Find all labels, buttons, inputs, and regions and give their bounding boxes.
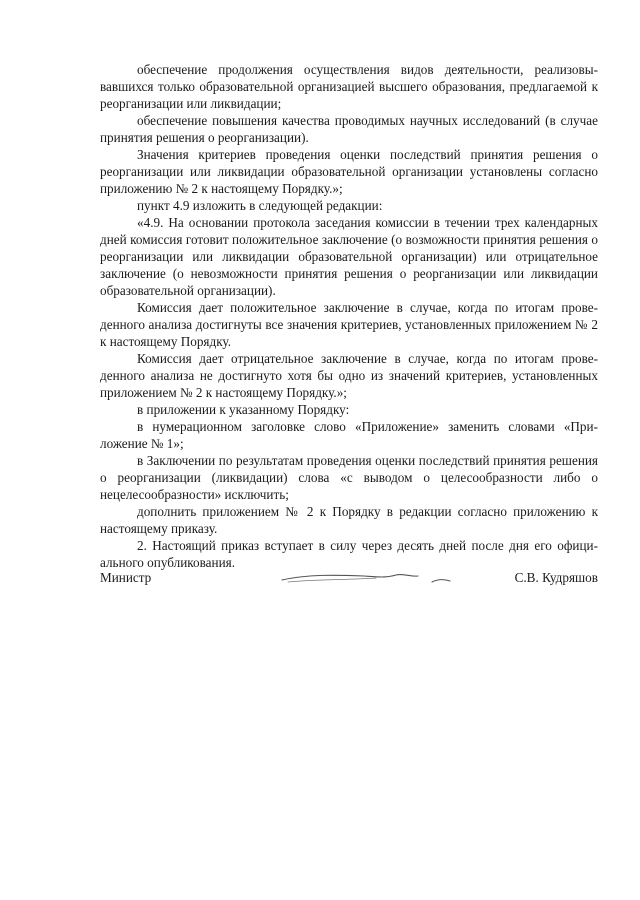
paragraph: в Заключении по результатам проведения оценки последствий принятия решения о реорганизации (ликвидации) слова «с выводом о целесообразности либо о нецелесообразности» исключить;	[100, 453, 598, 502]
signatory-role: Министр	[100, 570, 152, 585]
document-body	[100, 61, 598, 571]
handwritten-signature	[278, 566, 458, 594]
paragraph: Комиссия дает отрицательное заключение в случае, когда по итогам проведенного анализа не достигнуто хотя бы одно из значений критериев, установленных приложением № 2 к настоящему Порядку.»;	[100, 351, 598, 400]
signatory-name: С.В. Кудряшов	[514, 570, 598, 585]
paragraph: пункт 4.9 изложить в следующей редакции:	[137, 198, 383, 213]
paragraph: Комиссия дает положительное заключение в случае, когда по итогам проведенного анализа достигнуты все значения критериев, установленных приложением № 2 к настоящему Порядку.	[100, 300, 598, 349]
paragraph: 2. Настоящий приказ вступает в силу через десять дней после дня его официального опубликования.	[100, 538, 598, 570]
paragraph: дополнить приложением № 2 к Порядку в редакции согласно приложению к настоящему приказу.	[100, 504, 598, 536]
paragraph: обеспечение повышения качества проводимых научных исследований (в случае принятия решения о реорганизации).	[100, 113, 598, 145]
paragraph: обеспечение продолжения осуществления видов деятельности, реализовывавшихся только образовательной организацией высшего образования, предлагаемой к реорганизации или ликвидации;	[100, 62, 598, 111]
paragraph: Значения критериев проведения оценки последствий принятия решения о реорганизации или ликвидации образовательной организации установлены согласно приложению № 2 к настоящему Порядку.»;	[100, 147, 598, 196]
paragraph: «4.9. На основании протокола заседания комиссии в течении трех календарных дней комиссия готовит положительное заключение (о возможности принятия решения о реорганизации или ликвидации образовательной организации) или отрицательное заключение (о невозможности принятия решения о реорганизации или ликвидации образовательной организации).	[100, 215, 598, 298]
paragraph: в нумерационном заголовке слово «Приложение» заменить словами «Приложение № 1»;	[100, 419, 598, 451]
paragraph: в приложении к указанному Порядку:	[137, 402, 350, 417]
signature-block	[100, 566, 598, 596]
